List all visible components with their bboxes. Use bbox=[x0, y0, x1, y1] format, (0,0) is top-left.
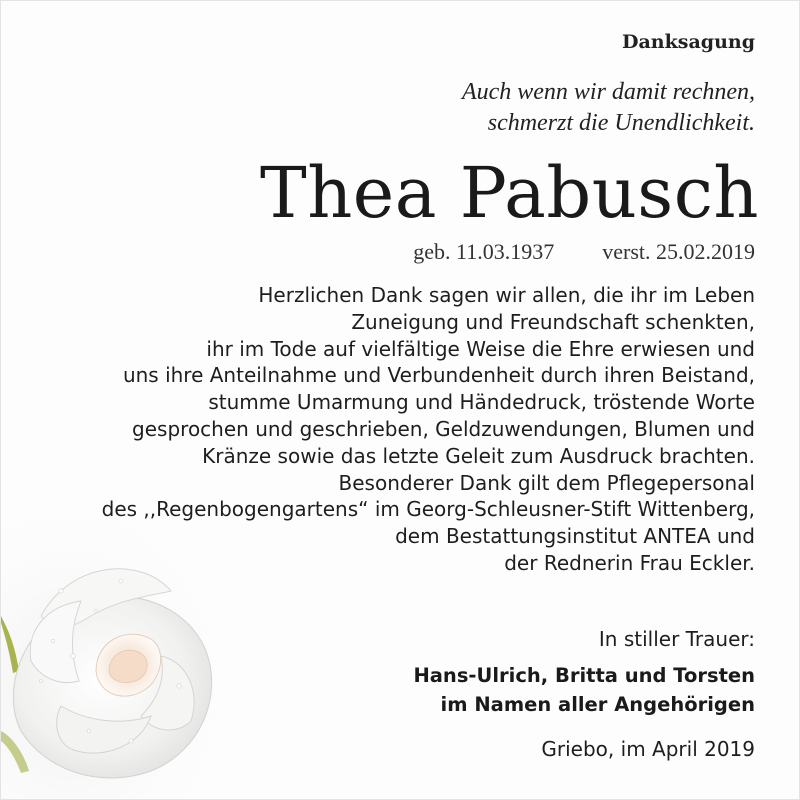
text-line: ihr im Tode auf vielfältige Weise die Ehre erwiesen und bbox=[206, 336, 755, 361]
text-line: uns ihre Anteilnahme und Verbundenheit durch ihren Beistand, bbox=[122, 363, 755, 388]
text-line: gesprochen und geschrieben, Geldzuwendungen, Blumen und bbox=[132, 416, 755, 441]
mourning-label: In stiller Trauer: bbox=[598, 627, 755, 651]
deceased-name: Thea Pabusch bbox=[260, 152, 759, 234]
mourners bbox=[413, 661, 755, 719]
text-line: Zuneigung und Freundschaft schenkten, bbox=[351, 309, 755, 334]
birth-date: geb. 11.03.1937 bbox=[413, 239, 555, 264]
text-line: Besonderer Dank gilt dem Pflegepersonal bbox=[338, 470, 755, 495]
thanks-text bbox=[102, 282, 755, 577]
life-dates bbox=[413, 239, 755, 265]
text-line: dem Bestattungsinstitut ANTEA und bbox=[395, 524, 755, 549]
text-line: des ,,Regenbogengartens“ im Georg-Schleusner-Stift Wittenberg, bbox=[101, 497, 755, 522]
motto bbox=[462, 77, 755, 139]
text-line: der Rednerin Frau Eckler. bbox=[504, 550, 755, 575]
motto-line: schmerzt die Unendlichkeit. bbox=[487, 110, 755, 136]
text-line: stumme Umarmung und Händedruck, tröstende Worte bbox=[208, 390, 755, 415]
mourners-relatives: im Namen aller Angehörigen bbox=[440, 693, 755, 716]
motto-line: Auch wenn wir damit rechnen, bbox=[461, 79, 755, 105]
death-date: verst. 25.02.2019 bbox=[602, 239, 755, 264]
place-date: Griebo, im April 2019 bbox=[541, 737, 755, 761]
heading: Danksagung bbox=[622, 31, 755, 53]
text-line: Kränze sowie das letzte Geleit zum Ausdruck brachten. bbox=[202, 443, 755, 468]
mourners-names: Hans-Ulrich, Britta und Torsten bbox=[413, 664, 755, 687]
text-line: Herzlichen Dank sagen wir allen, die ihr im Leben bbox=[258, 283, 755, 307]
